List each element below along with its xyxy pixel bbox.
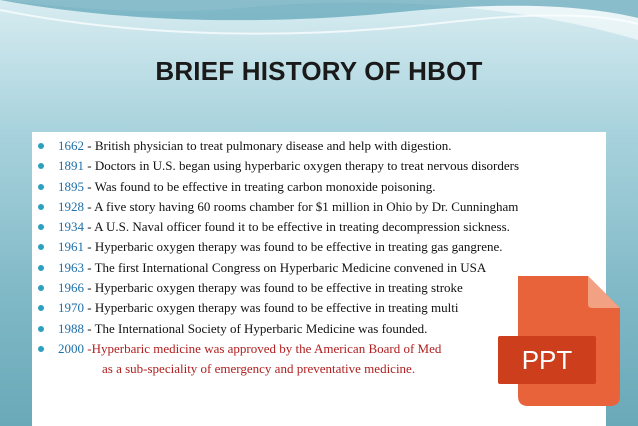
item-year: 1662 xyxy=(58,138,84,153)
item-text: - Hyperbaric oxygen therapy was found to be effective in treating multi xyxy=(84,300,459,316)
item-text: - Doctors in U.S. began using hyperbaric oxygen therapy to treat nervous disorders xyxy=(84,158,520,174)
list-item xyxy=(32,237,612,257)
item-year: 1988 xyxy=(58,320,84,336)
item-year: 1895 xyxy=(58,178,84,194)
item-year: 1970 xyxy=(58,300,84,316)
item-text: - Hyperbaric oxygen therapy was found to be effective in treating gas gangrene. xyxy=(84,239,503,255)
list-item-continuation: as a sub-speciality of emergency and preventative medicine. xyxy=(102,361,416,377)
item-year: 1934 xyxy=(58,219,84,235)
list-item xyxy=(32,197,612,217)
bullet-icon xyxy=(38,285,44,291)
bullet-icon xyxy=(38,346,44,352)
bullet-icon xyxy=(38,184,44,190)
bullet-icon xyxy=(38,305,44,311)
item-text: - A U.S. Naval officer found it to be effective in treating decompression sickness. xyxy=(84,219,510,235)
ppt-label: PPT xyxy=(521,344,573,375)
item-year: 1966 xyxy=(58,280,84,296)
bullet-icon xyxy=(38,224,44,230)
list-item xyxy=(32,217,612,237)
item-year: 1891 xyxy=(58,158,84,174)
bullet-icon xyxy=(38,143,44,149)
bullet-icon xyxy=(38,163,44,169)
item-text: -Hyperbaric medicine was approved by the American Board of Med xyxy=(84,340,442,356)
item-year: 1928 xyxy=(58,198,84,214)
bullet-icon xyxy=(38,326,44,332)
bullet-icon xyxy=(38,204,44,210)
item-year: 2000 xyxy=(58,340,84,356)
item-text: - British physician to treat pulmonary disease and help with digestion. xyxy=(84,138,452,153)
item-year: 1963 xyxy=(58,259,84,275)
list-item xyxy=(32,156,612,176)
item-text: - A five story having 60 rooms chamber for $1 million in Ohio by Dr. Cunningham xyxy=(84,198,519,214)
bullet-icon xyxy=(38,244,44,250)
list-item xyxy=(32,136,612,156)
item-year: 1961 xyxy=(58,239,84,255)
item-text: - The first International Congress on Hyperbaric Medicine convened in USA xyxy=(84,259,487,275)
slide-title: BRIEF HISTORY OF HBOT xyxy=(155,56,483,86)
item-text: - Was found to be effective in treating carbon monoxide poisoning. xyxy=(84,178,436,194)
bullet-icon xyxy=(38,265,44,271)
list-item xyxy=(32,177,612,197)
item-text: - The International Society of Hyperbaric Medicine was founded. xyxy=(84,320,428,336)
item-text: - Hyperbaric oxygen therapy was found to be effective in treating stroke xyxy=(84,280,463,296)
